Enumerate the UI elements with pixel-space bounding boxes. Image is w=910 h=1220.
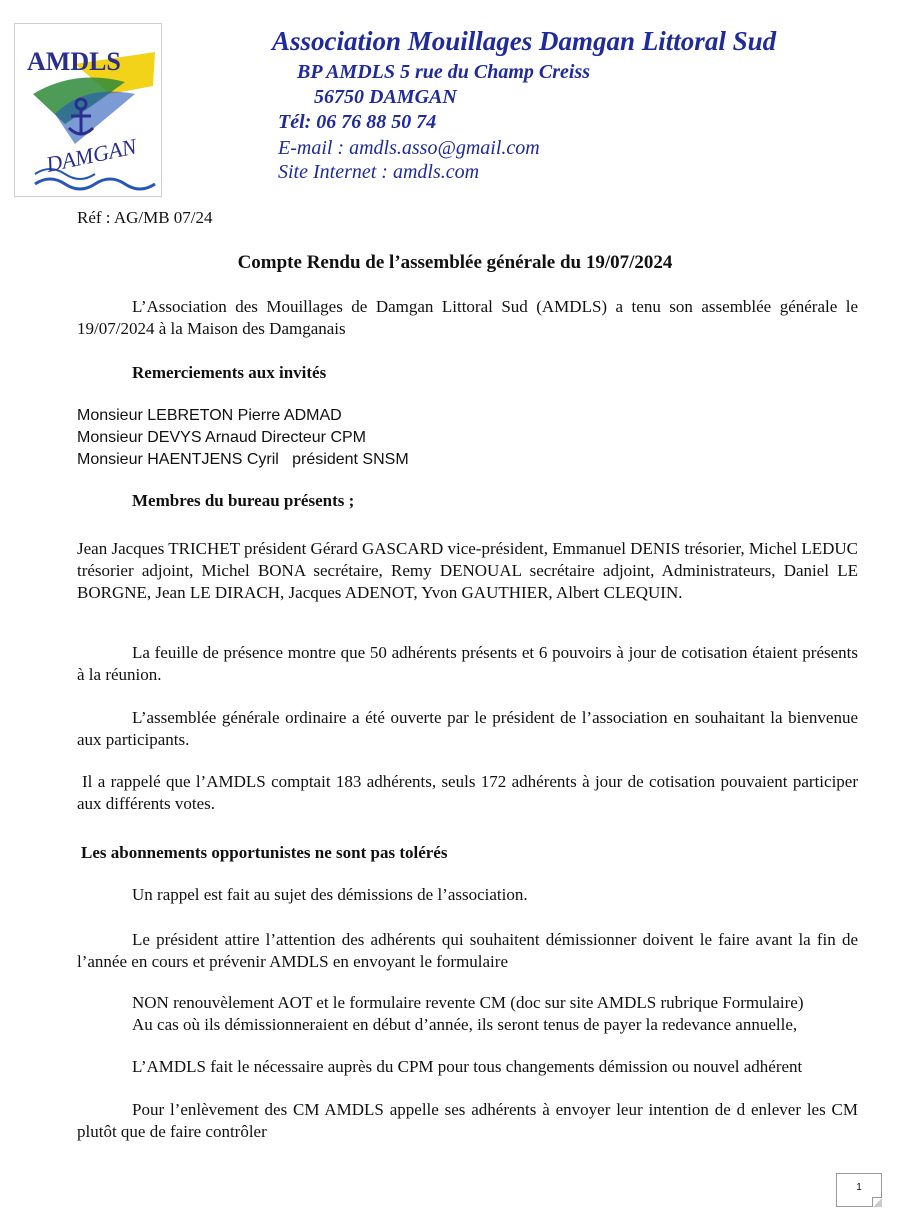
guest-item <box>77 404 342 427</box>
forms-line-1: NON renouvèlement AOT et le formulaire revente CM (doc sur site AMDLS rubrique Formulaire) <box>132 993 804 1012</box>
bureau-heading: Membres du bureau présents ; <box>132 491 355 510</box>
association-email: E-mail : amdls.asso@gmail.com <box>278 137 540 159</box>
association-name: Association Mouillages Damgan Littoral Sud <box>272 26 777 56</box>
forms-line-2: Au cas où ils démissionneraient en début d’année, ils seront tenus de payer la redevance annuelle, <box>132 1015 798 1034</box>
bureau-members: Jean Jacques TRICHET président Gérard GASCARD vice-président, Emmanuel DENIS trésorier, Michel LEDUC trésorier adjoint, Michel BONA secrétaire, Remy DENOUAL secrétaire adjoint, Administrateurs, Daniel LE BORGNE, Jean LE DIRACH, Jacques ADENOT, Yvon GAUTHIER, Albert CLEQUIN. <box>77 539 858 602</box>
logo-top-text: AMDLS <box>27 47 121 76</box>
logo-bottom-text: DAMGAN <box>43 133 139 177</box>
president-note: Le président attire l’attention des adhérents qui souhaitent démissionner doivent le faire avant la fin de l’année en cours et prévenir AMDLS en envoyant le formulaire <box>77 930 858 971</box>
guest-text: Monsieur HAENTJENS Cyril président SNSM <box>77 451 409 468</box>
association-phone: Tél: 06 76 88 50 74 <box>278 111 437 133</box>
attendance-paragraph: La feuille de présence montre que 50 adhérents présents et 6 pouvoirs à jour de cotisation étaient présents à la réunion. <box>77 643 858 684</box>
guest-text: Monsieur DEVYS Arnaud Directeur CPM <box>77 429 366 446</box>
page-number: 1 <box>836 1173 882 1207</box>
intro-paragraph: L’Association des Mouillages de Damgan Littoral Sud (AMDLS) a tenu son assemblée générale le 19/07/2024 à la Maison des Damganais <box>77 297 858 338</box>
subscriptions-heading: Les abonnements opportunistes ne sont pas tolérés <box>81 843 448 862</box>
guest-item <box>77 448 409 471</box>
association-address: BP AMDLS 5 rue du Champ Creiss <box>297 61 591 83</box>
association-city: 56750 DAMGAN <box>314 86 457 108</box>
removal-note: Pour l’enlèvement des CM AMDLS appelle ses adhérents à envoyer leur intention de d enlever les CM plutôt que de faire contrôler <box>77 1100 858 1141</box>
opening-paragraph: L’assemblée générale ordinaire a été ouverte par le président de l’association en souhaitant la bienvenue aux participants. <box>77 708 858 749</box>
reference: Réf : AG/MB 07/24 <box>77 208 213 227</box>
reminder-paragraph: Un rappel est fait au sujet des démissions de l’association. <box>132 885 528 904</box>
association-logo <box>14 23 162 197</box>
document-title: Compte Rendu de l’assemblée générale du 19/07/2024 <box>237 252 673 273</box>
guest-item <box>77 426 366 449</box>
members-count-paragraph: Il a rappelé que l’AMDLS comptait 183 adhérents, seuls 172 adhérents à jour de cotisation pouvaient participer aux différents votes. <box>77 772 858 813</box>
association-website: Site Internet : amdls.com <box>278 161 480 183</box>
thanks-heading: Remerciements aux invités <box>132 363 327 382</box>
cpm-note: L’AMDLS fait le nécessaire auprès du CPM pour tous changements démission ou nouvel adhérent <box>132 1057 803 1076</box>
guest-text: Monsieur LEBRETON Pierre ADMAD <box>77 407 342 424</box>
